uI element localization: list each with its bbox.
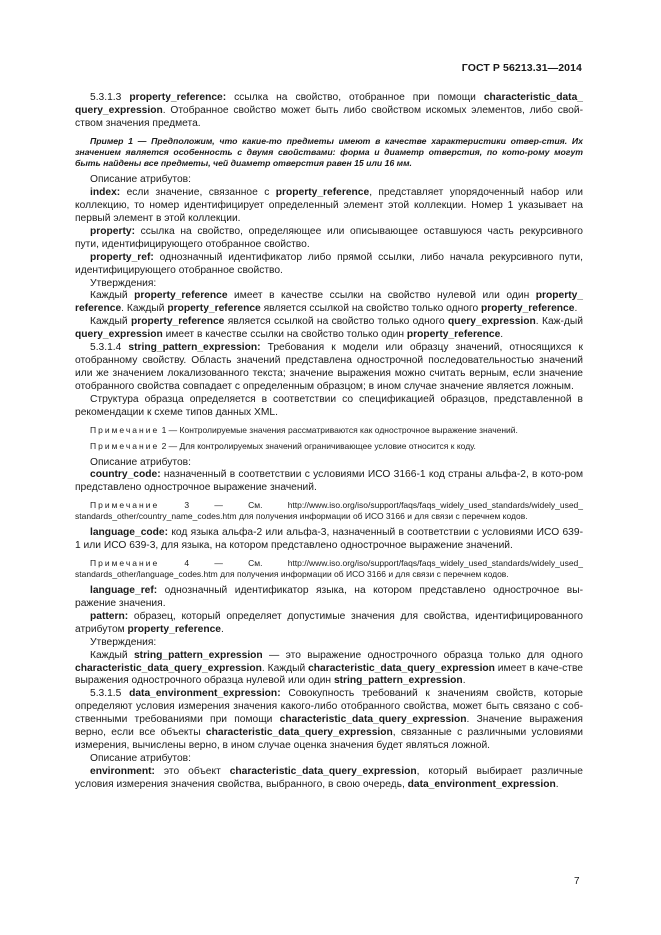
text-run: 5.3.1.5 (90, 688, 130, 700)
body-paragraph (75, 527, 583, 553)
text-run: Описание атрибутов: (90, 174, 191, 186)
note-paragraph (75, 500, 583, 522)
body-paragraph (75, 174, 583, 187)
term-run: property_reference (406, 329, 501, 341)
body-paragraph (75, 342, 583, 394)
term-run: index: (90, 187, 121, 199)
text-run: Описание атрибутов: (90, 752, 191, 764)
text-run: ссылка на свойство, отобранное при помощи (226, 92, 484, 103)
text-run: . (574, 303, 578, 315)
text-run: образец, который определяет допустимые значения для свойства, идентифицированного атрибутом (75, 610, 583, 635)
term-run: characteristic_data_query_expression (308, 662, 495, 674)
text-run: код языка альфа-2 или альфа-3, назначенный в соответствии с условиями ИСО 639-1 или ИСО 639-3, для языка, на котором представлено однострочное выражение значений. (75, 527, 583, 552)
example-paragraph (75, 136, 583, 170)
text-run: имеет в качестве ссылки на свойство нулевой или один (227, 290, 536, 302)
text-run: Утверждения: (90, 636, 157, 648)
text-run: , связанные с различными условиями измерения, вычислены верно, в ином случае оценка значения будет являться ложной. (75, 727, 583, 751)
text-run: 1 — Контролируемые значения рассматриваются как однострочное выражение значений. (159, 424, 518, 435)
term-run: string_pattern_expression (133, 649, 263, 661)
note-label: Примечание (90, 424, 160, 435)
text-run: Утверждения: (90, 277, 157, 289)
text-run: . Значение выражения верно, если все объекты (75, 714, 583, 739)
body-paragraph (75, 611, 583, 637)
note-label: Примечание (90, 500, 160, 511)
body-paragraph (75, 585, 583, 611)
text-run: это объект (154, 765, 230, 777)
text-run: назначенный в соответствии с условиями ИСО 3166-1 код страны альфа-2, в кото-ром представлено однострочное выражение значений. (75, 469, 583, 494)
term-run: property_reference (167, 303, 261, 315)
text-run: имеет в качестве ссылки на свойство только один (162, 329, 407, 341)
body-paragraph (75, 394, 583, 420)
text-run: — это выражение однострочного образца только для одного (262, 649, 583, 661)
text-run: Каждый (90, 316, 131, 328)
document-header: ГОСТ Р 56213.31—2014 (461, 62, 582, 74)
body-paragraph (75, 92, 583, 131)
term-run: property_ reference (75, 290, 584, 315)
term-run: property_ref: (90, 251, 154, 263)
text-run: является ссылкой на свойство только одного (224, 316, 449, 328)
term-run: property_reference (127, 623, 221, 635)
text-run: 5.3.1.3 (90, 92, 130, 103)
page-number: 7 (574, 876, 580, 887)
body-paragraph (75, 252, 583, 278)
text-run: является ссылкой на свойство только одного (260, 303, 482, 315)
body-paragraph (75, 187, 583, 226)
note-label: Примечание (90, 440, 160, 451)
text-run: Требования к модели или образцу значений, относящихся к отобранному свойству. Область значений представлена однострочной последовательностью значений или же значением локализованного текста; значение выражения можно считать верным, если значение отобранного свойства совпадает с определенным образцом; в ином случае значение является ложным. (75, 342, 584, 392)
note-paragraph (75, 558, 583, 580)
body-paragraph (75, 766, 583, 792)
text-run: Каждый (90, 649, 134, 661)
term-run: query_expression (448, 316, 536, 328)
term-run: property_reference (275, 187, 370, 199)
text-run: имеет в каче-стве выражения однострочного образца нулевой или один (75, 662, 583, 687)
text-run: . Отобранное свойство может быть либо свойством искомых элементов, либо свой-ством значения предмета. (75, 104, 583, 129)
text-run: Пример 1 — Предположим, что какие-то предметы имеют в качестве характеристики отвер-стия. Их значением является особенность с двумя свойствами: форма и диаметр отверстия, по кото-рому могут быть найдены все предметы, чей диаметр отверстия равен 15 или 16 мм. (75, 135, 583, 169)
text-run: . (555, 778, 559, 790)
body-paragraph (75, 278, 583, 291)
text-run: однозначный идентификатор либо прямой ссылки, либо начала рекурсивного пути, идентифицирующего отобранное свойство. (75, 251, 583, 276)
text-run: . Каждый (121, 303, 168, 315)
text-run: . Каждый (261, 662, 309, 674)
term-run: characteristic_data_query_expression (205, 727, 393, 739)
text-run: 2 — Для контролируемых значений ограничивающее условие относится к коду. (159, 440, 476, 451)
body-paragraph (75, 637, 583, 650)
note-label: Примечание (90, 558, 160, 569)
body-paragraph (75, 290, 583, 316)
text-run: . (220, 623, 224, 635)
term-run: pattern: (90, 610, 129, 622)
text-run: Структура образца определяется в соответствии со спецификацией образцов, представленной в рекомендации к схеме типов данных XML. (75, 393, 583, 418)
term-run: property_reference: (129, 92, 227, 103)
term-run: language_ref: (90, 585, 158, 597)
term-run: data_environment_expression: (129, 688, 281, 700)
body-paragraph (75, 650, 583, 689)
term-run: environment: (90, 765, 155, 777)
note-paragraph (75, 425, 583, 436)
term-run: characteristic_data_query_expression (75, 662, 262, 674)
text-run: Описание атрибутов: (90, 456, 191, 468)
body-paragraph (75, 316, 583, 342)
term-run: language_code: (90, 527, 169, 539)
term-run: characteristic_data_query_expression (229, 765, 417, 777)
term-run: characteristic_data_ query_expression (75, 92, 583, 116)
text-run: . (462, 675, 466, 687)
text-run: ссылка на свойство, определяющее или описывающее оставшуюся часть рекурсивного пути, идентифицирующего отобранное свойство. (75, 225, 583, 250)
text-run: если значение, связанное с (120, 187, 276, 199)
text-run: , который выбирает различные условия измерения значения свойства, выбранного, в свою очередь, (75, 765, 583, 790)
text-run: , представляет упорядоченный набор или коллекцию, то номер идентифицирует определенный элемент этой коллекции. Номер 1 указывает на первый элемент в этой коллекции. (75, 187, 583, 225)
text-run: Совокупность требований к значениям свойств, которые определяют условия измерения значения какого-либо отобранного свойства, может быть связано с соб-ственными требованиями при помощи (75, 688, 584, 726)
text-run: 3 — См. http://www.iso.org/iso/support/faqs/faqs_widely_used_standards/widely_used_ standards_other/country_name_codes.htm для получения информации об ИСО 3166 и для связи с перечнем кодов. (75, 500, 583, 522)
term-run: string_pattern_expression: (128, 342, 261, 354)
term-run: property: (90, 225, 135, 237)
term-run: property_reference (134, 290, 228, 302)
body-paragraph (75, 688, 583, 753)
text-run: 5.3.1.4 (90, 342, 129, 354)
term-run: country_code: (90, 469, 161, 481)
body-paragraph (75, 457, 583, 470)
term-run: data_environment_expression (407, 778, 556, 790)
body-paragraph (75, 226, 583, 252)
term-run: property_reference (130, 316, 225, 328)
text-run: Каждый (90, 290, 135, 302)
body-paragraph (75, 469, 583, 495)
document-body (75, 92, 583, 792)
term-run: string_pattern_expression (333, 675, 463, 687)
term-run: property_reference (481, 303, 575, 315)
text-run: . Каж-дый (535, 316, 583, 328)
body-paragraph (75, 753, 583, 766)
term-run: characteristic_data_query_expression (279, 714, 467, 726)
term-run: query_expression (75, 329, 163, 341)
text-run: 4 — См. http://www.iso.org/iso/support/faqs/faqs_widely_used_standards/widely_used_ standards_other/language_codes.htm для получения информации об ИСО 3166 и для связи с перечнем кодов. (75, 558, 583, 580)
note-paragraph (75, 441, 583, 452)
text-run: . (500, 329, 504, 341)
text-run: однозначный идентификатор языка, на котором представлено однострочное вы-ражение значения. (75, 585, 583, 609)
